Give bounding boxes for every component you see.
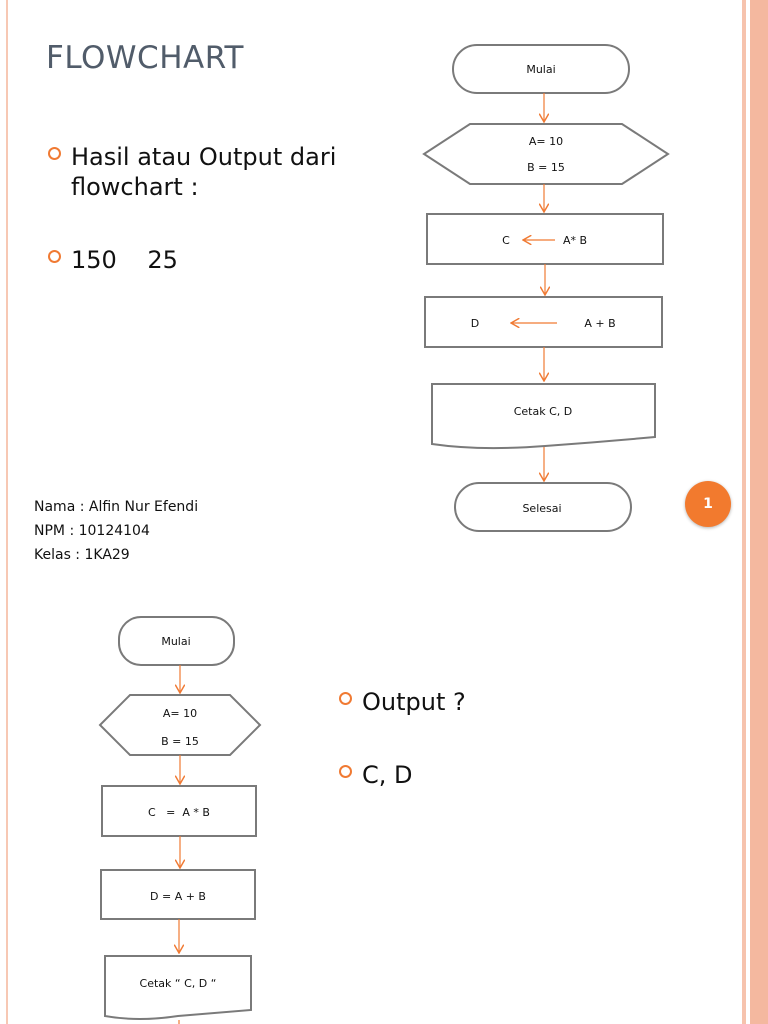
student-name: Nama : Alfin Nur Efendi: [34, 499, 199, 515]
process-1-left: C: [502, 234, 510, 247]
bullet-text: 150 25: [71, 246, 178, 274]
bullet-text: Hasil atau Output dari flowchart :: [71, 143, 337, 201]
process-2-left: D: [470, 317, 480, 330]
output-label: Cetak “ C, D “: [139, 977, 217, 990]
process-box-1: [427, 214, 663, 264]
process-box-2: [425, 297, 662, 347]
preparation-line-2: B = 15: [161, 735, 199, 748]
student-npm: NPM : 10124104: [34, 523, 150, 539]
page-number-badge: 1: [685, 481, 731, 527]
start-label: Mulai: [161, 635, 191, 648]
bullet-text: Output ?: [362, 688, 466, 716]
process-2-label: D = A + B: [150, 890, 206, 903]
process-1-right: A* B: [562, 234, 588, 247]
slide-2: [0, 576, 768, 1024]
flowchart-2: [0, 576, 768, 1024]
end-label: Selesai: [522, 502, 562, 515]
preparation-line-2: B = 15: [527, 161, 565, 174]
preparation-line-1: A= 10: [162, 707, 198, 720]
bullet-text: C, D: [362, 761, 413, 789]
slide-title: FLOWCHART: [46, 40, 244, 76]
process-2-right: A + B: [584, 317, 616, 330]
preparation-shape: [424, 124, 668, 184]
output-label: Cetak C, D: [513, 405, 573, 418]
process-1-label: C = A * B: [148, 806, 210, 819]
preparation-line-1: A= 10: [528, 135, 564, 148]
start-label: Mulai: [526, 63, 556, 76]
student-class: Kelas : 1KA29: [34, 547, 130, 563]
